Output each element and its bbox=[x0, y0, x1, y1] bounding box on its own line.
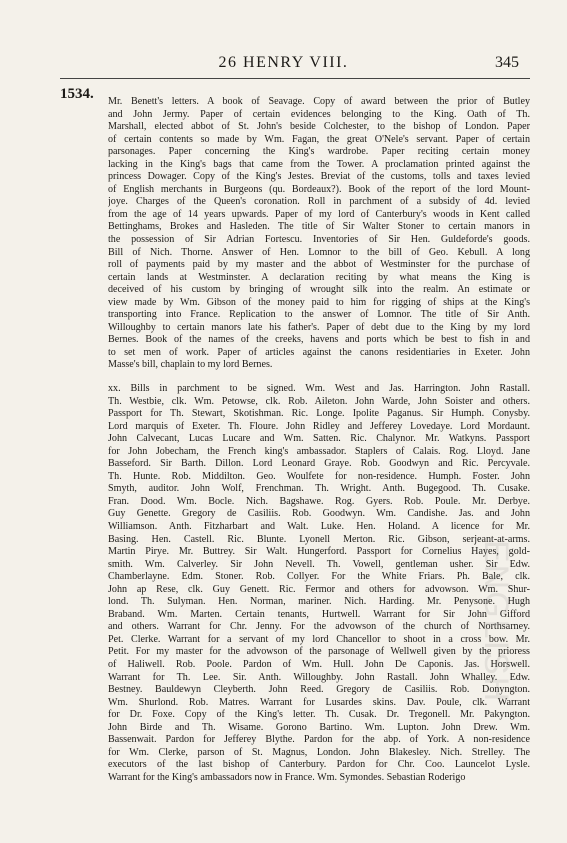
text-line: Willoughby to certain manors late his father's. Paper of debt due to the King by my lord bbox=[108, 321, 530, 333]
text-line: of Haliwell. Rob. Poole. Pardon of Wm. Hull. John De Caponis. Jas. Horswell. bbox=[108, 659, 530, 671]
text-line: Chamberlayne. Edm. Stoner. Rob. Collyer. For the White Friars. Ph. Bale, clk. bbox=[108, 571, 530, 583]
text-line: certain lands at Westminster. A declaration reciting by what means the King is bbox=[108, 271, 530, 283]
text-line: Wm. Shurlond. Rob. Matres. Warrant for Lusardes skins. Dav. Poule, clk. Warrant bbox=[108, 696, 530, 708]
text-line: parsonages. Paper concerning the King's wardrobe. Paper reciting certain money bbox=[108, 146, 530, 158]
text-line: from the age of 14 years upwards. Paper of my lord of Canterbury's woods in Kent called bbox=[108, 208, 530, 220]
text-line: John Birde and Th. Wisame. Gorono Bartino. Wm. Lupton. John Drew. Wm. bbox=[108, 721, 530, 733]
text-line: Pet. Clerke. Warrant for a servant of my lord Chancellor to shoot in a cross bow. Mr. bbox=[108, 633, 530, 645]
text-line: Petit. For my master for the advowson of the parsonage of Wellwell given by the prioress bbox=[108, 646, 530, 658]
running-head-title: 26 HENRY VIII. bbox=[218, 54, 349, 71]
running-head bbox=[0, 54, 567, 74]
text-line: Williamson. Anth. Fitzharbart and Walt. Luke. Hen. Holand. A licence for Mr. bbox=[108, 521, 530, 533]
text-line: Th. Hunte. Rob. Middilton. Geo. Woulfete for non-residence. Humph. Foster. John bbox=[108, 470, 530, 482]
text-line: executors of the last bishop of Canterbury. Pardon for Chr. Coo. Launcelot Lysle. bbox=[108, 759, 530, 771]
text-line: lond. Th. Sulyman. Hen. Norman, mariner. Nich. Harding. Mr. Penysone. Hugh bbox=[108, 596, 530, 608]
text-line: and others. Warrant for Chr. Jenny. For the advowson of the church of Northsarney. bbox=[108, 621, 530, 633]
text-line: view made by Wm. Gibson of the money paid to him for rigging of ships at the King's bbox=[108, 296, 530, 308]
header-rule bbox=[60, 78, 530, 79]
year-marginal: 1534. bbox=[60, 86, 94, 102]
text-line: Bill of Nich. Thorne. Answer of Hen. Lomnor to the bill of Geo. Kebull. A long bbox=[108, 246, 530, 258]
text-line: John ap Rese, clk. Guy Genett. Ric. Fermor and others for advowson. Wm. Shur- bbox=[108, 583, 530, 595]
text-line: John Calvecant, Lucas Lucare and Wm. Satten. Ric. Chalynor. Mr. Watkyns. Passport bbox=[108, 433, 530, 445]
text-line: Masse's bill, chaplain to my lord Bernes. bbox=[108, 359, 273, 371]
text-line: Bettinghams, Brokes and Hasleden. The title of Sir Walter Stoner to certain manors in bbox=[108, 221, 530, 233]
text-line: of certain contents so made by Wm. Fagan, the great O'Nele's servant. Paper of certain bbox=[108, 133, 530, 145]
text-line: Basing. Hen. Castell. Ric. Blunte. Lyonell Merton. Ric. Gibson, serjeant-at-arms. bbox=[108, 533, 530, 545]
text-line: xx. Bills in parchment to be signed. Wm. West and Jas. Harrington. John Rastall. bbox=[108, 383, 530, 394]
text-line: joye. Charges of the Queen's coronation. Roll in parchment of a subsidy of 4d. levied bbox=[108, 196, 530, 208]
text-line: smith. Wm. Calverley. Sir John Nevell. Th. Vowell, gentleman usher. Sir Edw. bbox=[108, 558, 530, 570]
text-line: Mr. Benett's letters. A book of Seavage. Copy of award between the prior of Butley bbox=[108, 96, 530, 107]
text-line: Fran. Dood. Wm. Bocle. Nich. Bagshawe. Rog. Gyers. Rob. Poule. Mr. Derbye. bbox=[108, 495, 530, 507]
text-line: Lord marquis of Exeter. Th. Floure. John Ridley and Jefferey Lovedaye. Lord Mordaunt. bbox=[108, 420, 530, 432]
text-line: Marshall, elected abbot of St. John's beside Colchester, to the bishop of London. Paper bbox=[108, 121, 530, 133]
text-line: of English merchants in Burgeons (qu. Bordeaux?). Book of the report of the lord Mount- bbox=[108, 183, 530, 195]
text-line: Bernes. Book of the names of the creeks, havens and ports which be best to fish in and bbox=[108, 334, 530, 346]
text-line: deceived of his custom by bringing of wrought silk into the realm. An estimate or bbox=[108, 284, 530, 296]
text-line: transporting into France. Replication to the answer of Lomnor. The title of Sir Anth. bbox=[108, 309, 530, 321]
text-line: for John Jobecham, the French king's ambassador. Staplers of Calais. Rog. Lloyd. Jane bbox=[108, 445, 530, 457]
text-line: Basseford. Sir Barth. Dillon. Lord Leonard Graye. Rob. Goodwyn and Ric. Percyvale. bbox=[108, 458, 530, 470]
paragraph-bills bbox=[108, 383, 530, 785]
text-line: for Dr. Foxe. Copy of the King's letter. Th. Cusak. Dr. Tregonell. Mr. Pakyngton. bbox=[108, 709, 530, 721]
text-line: lacking in the King's bags that came from the Tower. A proclamation printed against the bbox=[108, 158, 530, 170]
text-line: Bassenwait. Pardon for Jefferey Blythe. Pardon for the abp. of York. A non-residence bbox=[108, 734, 530, 746]
text-line: Warrant for Th. Lee. Sir. Anth. Willoughby. John Rastall. John Whalley. Edw. bbox=[108, 671, 530, 683]
text-line: roll of payments paid by my master and the abbot of Westminster for the purchase of bbox=[108, 259, 530, 271]
text-line: to set men of work. Paper of articles against the canons residentiaries in Exeter. John bbox=[108, 346, 530, 358]
text-line: Th. Westbie, clk. Wm. Petowse, clk. Rob. Aileton. John Warde, John Soister and others. bbox=[108, 395, 530, 407]
text-line: the possession of Sir Adrian Fortescu. Inventories of Sir Hen. Guldeforde's goods. bbox=[108, 234, 530, 246]
text-line: Warrant for the King's ambassadors now in France. Wm. Symondes. Sebastian Roderigo bbox=[108, 771, 466, 783]
text-line: Guy Genette. Gregory de Casiliis. Rob. Goodwyn. Wm. Candishe. Jas. and John bbox=[108, 508, 530, 520]
text-line: Bestney. Bauldewyn Cleyberth. John Reed. Gregory de Casiliis. Rob. Donyngton. bbox=[108, 684, 530, 696]
text-line: Braband. Wm. Marten. Certain tenants, Hurtwell. Warrant for Sir John Gifford bbox=[108, 608, 530, 620]
text-line: Passport for Th. Stewart, Skotishman. Ric. Longe. Ipolite Paganus. Sir Humph. Conysby. bbox=[108, 408, 530, 420]
text-line: Martin Pirye. Mr. Buttrey. Sir Walt. Hungerford. Passport for Cornelius Hayes, gold- bbox=[108, 546, 530, 558]
page-number: 345 bbox=[495, 54, 519, 71]
paragraph-evidences bbox=[108, 96, 530, 372]
text-line: for Wm. Clerke, parson of St. Magnus, London. John Blakesley. Nich. Strelley. The bbox=[108, 746, 530, 758]
watermark-stamp: ENGLISH bbox=[477, 540, 515, 704]
text-line: princess Dowager. Copy of the King's Jestes. Breviat of the customs, tolls and taxes levied bbox=[108, 171, 530, 183]
text-line: Smyth, auditor. John Wolf, Frenchman. Th. Wright. Anth. Bugegood. Th. Cusake. bbox=[108, 483, 530, 495]
text-line: and John Jermy. Paper of certain evidences belonging to the King. Oath of Th. bbox=[108, 108, 530, 120]
